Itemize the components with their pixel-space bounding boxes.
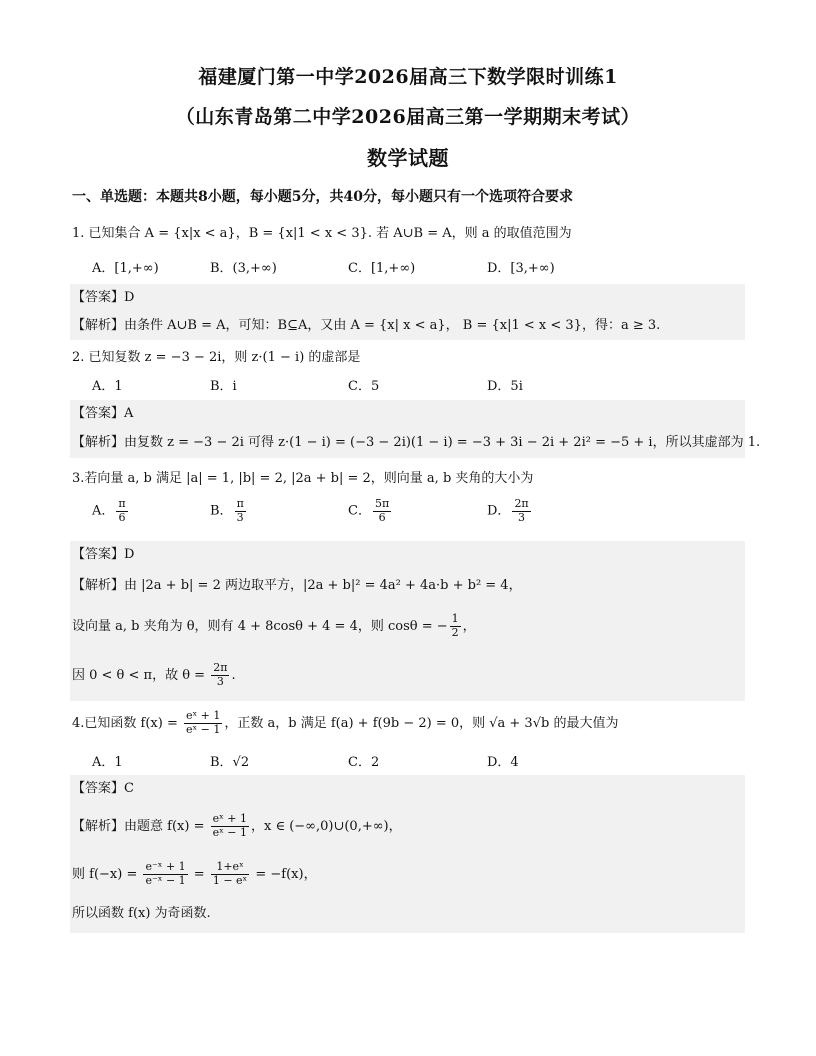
- fraction-denominator: eˣ − 1: [185, 723, 221, 736]
- analysis-label: 【解析】: [72, 578, 125, 593]
- q3-option-d-fraction: [512, 498, 530, 524]
- q3-answer: D: [124, 547, 135, 562]
- q2-analysis: 由复数 z = −3 − 2i 可得 z·(1 − i) = (−3 − 2i)(1 − i) = −3 + 3i − 2i + 2i² = −5 + i，所以其虚部为 1.: [124, 435, 761, 450]
- q2-option-c: C．5: [348, 379, 380, 394]
- q2-option-a: A．1: [92, 379, 123, 394]
- q1-answer-row: [70, 284, 745, 312]
- q4-function-fraction: [184, 710, 222, 736]
- q4-stem-post: ，正数 a，b 满足 f(a) + f(9b − 2) = 0，则 √a + 3√b 的最大值为: [224, 716, 619, 731]
- question-3-stem: 3.若向量 a, b 满足 |a| = 1, |b| = 2, |2a + b| = 2，则向量 a, b 夹角的大小为: [72, 471, 534, 486]
- q4-neg-fraction: [143, 861, 187, 887]
- q4-analysis-2-post: = −f(x)，: [251, 867, 317, 882]
- fraction-numerator: π: [236, 497, 244, 510]
- fraction-numerator: 2π: [213, 661, 228, 675]
- q4-option-c: C．2: [348, 755, 380, 770]
- q4-option-d: D．4: [487, 755, 519, 770]
- q1-option-d: D．[3,+∞): [487, 261, 555, 276]
- q1-option-b: B．(3,+∞): [210, 261, 277, 276]
- q4-analysis-row-1: [70, 803, 745, 851]
- fraction-numerator: 1+eˣ: [211, 861, 249, 875]
- q3-analysis-row-3: [70, 651, 745, 701]
- fraction-numerator: 1: [451, 612, 459, 626]
- q2-option-d: D．5i: [487, 379, 523, 394]
- question-4-stem: [72, 706, 745, 742]
- q3-analysis-2-pre: 设向量 a, b 夹角为 θ，则有 4 + 8cosθ + 4 = 4，则 cosθ = −: [72, 619, 448, 634]
- q3-option-c-fraction: [373, 498, 391, 524]
- answer-label: 【答案】: [72, 547, 125, 562]
- q3-option-a-letter: A．: [92, 503, 115, 519]
- fraction-numerator: eˣ + 1: [212, 812, 247, 826]
- q3-answer-row: [70, 541, 745, 569]
- q3-analysis-row-2: [70, 603, 745, 651]
- fraction-numerator: 2π: [514, 497, 529, 510]
- q3-cos-fraction: [450, 613, 461, 639]
- fraction-denominator: eˣ − 1: [212, 826, 247, 839]
- analysis-label: 【解析】: [72, 318, 125, 333]
- analysis-label: 【解析】: [72, 435, 125, 450]
- q4-analysis-1-pre: 由题意 f(x) =: [124, 819, 209, 834]
- q3-option-b-fraction: [235, 498, 246, 524]
- q4-stem-pre: 4.已知函数 f(x) =: [72, 716, 182, 731]
- fraction-denominator: 1 − eˣ: [212, 874, 248, 887]
- q3-option-c: [348, 498, 393, 524]
- q2-analysis-row: [70, 428, 761, 458]
- q4-analysis-1-post: ，x ∈ (−∞,0)∪(0,+∞)，: [250, 819, 402, 834]
- q4-answer-row: [70, 775, 745, 803]
- section-heading: 一、单选题：本题共8小题，每小题5分，共40分，每小题只有一个选项符合要求: [72, 189, 573, 205]
- q4-analysis-2-pre: 则 f(−x) =: [72, 867, 142, 882]
- exam-subtitle: （山东青岛第二中学2026届高三第一学期期末考试）: [175, 106, 641, 128]
- question-1-stem: 1. 已知集合 A = {x|x < a}，B = {x|1 < x < 3}. 若 A∪B = A，则 a 的取值范围为: [72, 226, 572, 241]
- q1-option-a: A．[1,+∞): [92, 261, 159, 276]
- q4-option-a: A．1: [92, 755, 123, 770]
- q3-analysis-row-1: [70, 569, 745, 603]
- q4-analysis-3: 所以函数 f(x) 为奇函数.: [72, 906, 211, 921]
- q3-analysis-3-post: .: [231, 668, 236, 683]
- q3-option-d-letter: D．: [487, 503, 511, 519]
- q4-option-b: B．√2: [210, 755, 250, 770]
- q3-option-b: [210, 498, 248, 524]
- answer-label: 【答案】: [72, 781, 125, 796]
- q4-analysis-2-mid: =: [189, 867, 209, 882]
- fraction-denominator: 6: [118, 510, 126, 524]
- fraction-denominator: 3: [216, 675, 224, 688]
- q3-option-a: [92, 498, 130, 524]
- q4-analysis-row-3: [70, 899, 745, 933]
- q4-analysis-row-2: [70, 851, 745, 899]
- q3-theta-fraction: [211, 662, 229, 688]
- exam-title: 福建厦门第一中学2026届高三下数学限时训练1: [198, 66, 618, 88]
- fraction-numerator: π: [118, 497, 126, 510]
- q1-analysis-row: [70, 312, 745, 340]
- q1-answer: D: [124, 290, 135, 305]
- q3-option-d: [487, 498, 533, 524]
- exam-subject-title: 数学试题: [367, 146, 449, 170]
- q3-option-c-letter: C．: [348, 503, 371, 519]
- q1-option-c: C．[1,+∞): [348, 261, 416, 276]
- q3-analysis-1: 由 |2a + b| = 2 两边取平方，|2a + b|² = 4a² + 4a·b + b² = 4，: [124, 578, 522, 593]
- fraction-numerator: e⁻ˣ + 1: [145, 860, 186, 874]
- q4-analysis-fraction: [211, 813, 249, 839]
- question-2-stem: 2. 已知复数 z = −3 − 2i，则 z·(1 − i) 的虚部是: [72, 350, 361, 365]
- q3-option-b-letter: B．: [210, 503, 233, 519]
- fraction-denominator: 2: [451, 626, 459, 639]
- q3-analysis-3-pre: 因 0 < θ < π，故 θ =: [72, 668, 210, 683]
- q1-analysis: 由条件 A∪B = A，可知：B⊆A，又由 A = {x| x < a}， B = {x|1 < x < 3}，得：a ≥ 3.: [124, 318, 661, 333]
- q3-option-a-fraction: [116, 498, 127, 524]
- q2-option-b: B．i: [210, 379, 237, 394]
- q2-answer-row: [70, 400, 745, 428]
- fraction-denominator: 3: [518, 510, 526, 524]
- fraction-denominator: e⁻ˣ − 1: [145, 874, 186, 887]
- fraction-denominator: 6: [378, 510, 386, 524]
- q3-analysis-2-post: ，: [462, 619, 476, 634]
- q2-answer: A: [124, 406, 134, 421]
- q4-simplified-fraction: [211, 861, 249, 887]
- answer-label: 【答案】: [72, 290, 125, 305]
- fraction-numerator: 5π: [374, 497, 390, 510]
- question-3-options: [92, 498, 732, 538]
- fraction-numerator: eˣ + 1: [185, 709, 221, 723]
- answer-label: 【答案】: [72, 406, 125, 421]
- analysis-label: 【解析】: [72, 819, 125, 834]
- q4-answer: C: [124, 781, 134, 796]
- fraction-denominator: 3: [236, 510, 244, 524]
